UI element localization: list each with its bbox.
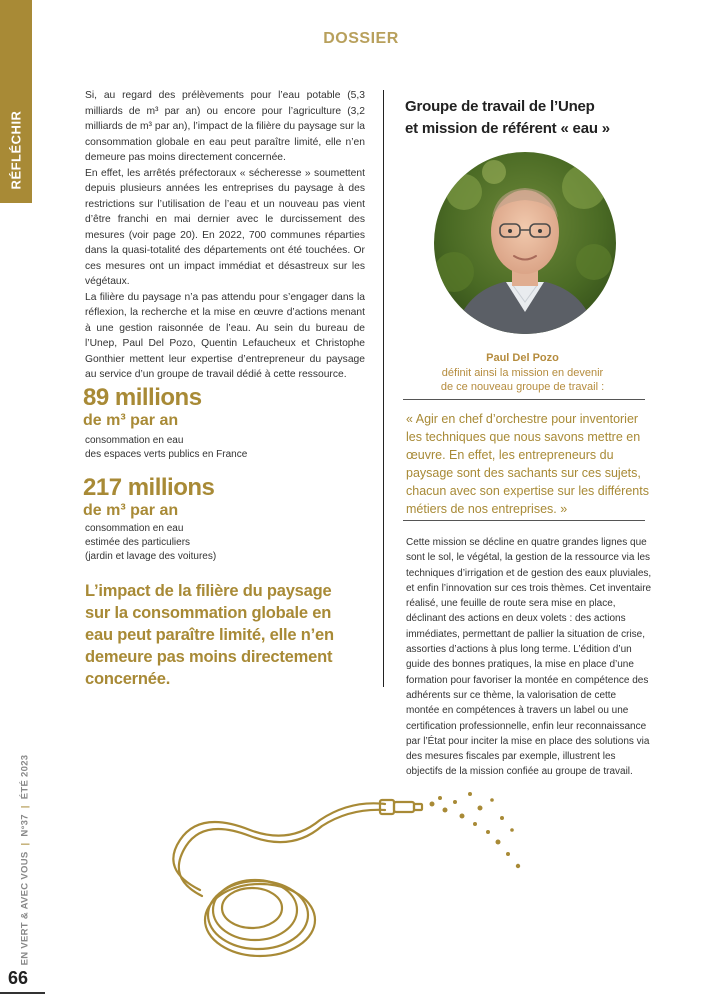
portrait-photo [434,152,616,334]
portrait-illustration [434,152,616,334]
stat-description [85,434,247,462]
section-label: DOSSIER [323,30,399,47]
stat-value: 89 millions [83,384,202,411]
stat-desc-line: (jardin et lavage des voitures) [85,551,217,562]
person-role-line: de ce nouveau groupe de travail : [440,381,605,393]
mission-text: Cette mission se décline en quatre grandes lignes que sont le sol, le végétal, la gestion de la ressource via les techniques d’irrigation et de gestion des eaux pluviales, et enfin l’innovation sur ces trois thèmes. Cet inventaire réalisé, une feuille de route sera mise en place, déclinant des actions en deux volets : des actions immédiates, permettant de pallier la situation de crise, assorties d’actions à plus long terme. L’édition d’un guide des bonnes pratiques, la mise en place d’une formation pour favoriser la montée en compétence des adhérents sur ce thème, la valorisation de cette montée en compétences à travers un label ou une certification professionnelle, enfin leur reconnaissance par l’État pour inciter la mise en place des solutions via des mesures fiscales par exemple, illustrent les objectifs de la mission confiée au groupe de travail. [406,537,652,778]
stat-unit: de m³ par an [83,412,179,429]
separator: | [19,842,31,846]
issue-season: ÉTÉ 2023 [19,754,31,800]
garden-hose-illustration [140,780,530,975]
intro-paragraph: Si, au regard des prélèvements pour l’eau potable (5,3 milliards de m³ par an) ou encore pour l’agriculture (3,2 milliards de m³ par an), l’impact de la filière du paysage sur la consommation globale en eau peut paraître limité, elle n’en demeure pas moins directement concernée. [85,90,365,163]
issue-number: N°37 [19,814,31,837]
intro-paragraph: La filière du paysage n’a pas attendu pour s’engager dans la réflexion, la recherche et la mise en œuvre d’actions menant à une gestion raisonnée de l’eau. Au sein du bureau de l’Unep, Paul Del Pozo, Quentin Lefaucheux et Christophe Gonthier mettent leur expertise d’entrepreneur du paysage au service d’un groupe de travail dédié à cette ressource. [85,291,365,380]
sidebar-title-line: Groupe de travail de l’Unep [405,98,595,115]
person-name: Paul Del Pozo [486,352,559,364]
stat-desc-line: consommation en eau [85,523,184,534]
quote-rule-top [403,399,645,400]
quote-text: « Agir en chef d’orchestre pour inventorier les techniques que nous savons mettre en œuvre. En effet, les entrepreneurs du paysage sont des sachants sur ces sujets, chacun avec son expertise sur les différents métiers de nos entreprises. » [406,412,649,516]
stat-desc-line: consommation en eau [85,435,184,446]
person-role [405,366,640,394]
column-divider [383,90,384,687]
stat-desc-line: estimée des particuliers [85,537,191,548]
stat-desc-line: des espaces verts publics en France [85,449,248,460]
separator: | [19,805,31,809]
magazine-name: EN VERT & AVEC VOUS [19,851,31,966]
pull-quote: L’impact de la filière du paysage sur la consommation globale en eau peut paraître limité, elle n’en demeure pas moins directement concernée. [85,582,334,688]
sidebar-title [405,96,665,140]
stat-value: 217 millions [83,474,215,501]
sidebar-title-line: et mission de référent « eau » [405,120,610,137]
page-number-rule [0,992,45,994]
garden-hose-icon [140,780,530,970]
person-role-line: définit ainsi la mission en devenir [441,367,604,379]
stat-unit: de m³ par an [83,502,179,519]
page-number: 66 [8,968,29,988]
intro-paragraph: En effet, les arrêtés préfectoraux « sécheresse » soumettent depuis plusieurs années les entreprises du paysage à des restrictions sur l’utilisation de l’eau et un nouveau pas vient d’être franchi en mai dernier avec le durcissement des mesures (voir page 20). En 2022, 700 communes réparties dans la quasi-totalité des départements ont été touchées. Or ces mesures ont un impact immédiat et désastreux sur les végétaux. [85,167,365,287]
section-tab-label: RÉFLÉCHIR [8,110,24,190]
magazine-title [20,755,31,966]
intro-text [85,88,365,383]
stat-description [85,522,216,564]
quote-rule-bottom [403,520,645,521]
